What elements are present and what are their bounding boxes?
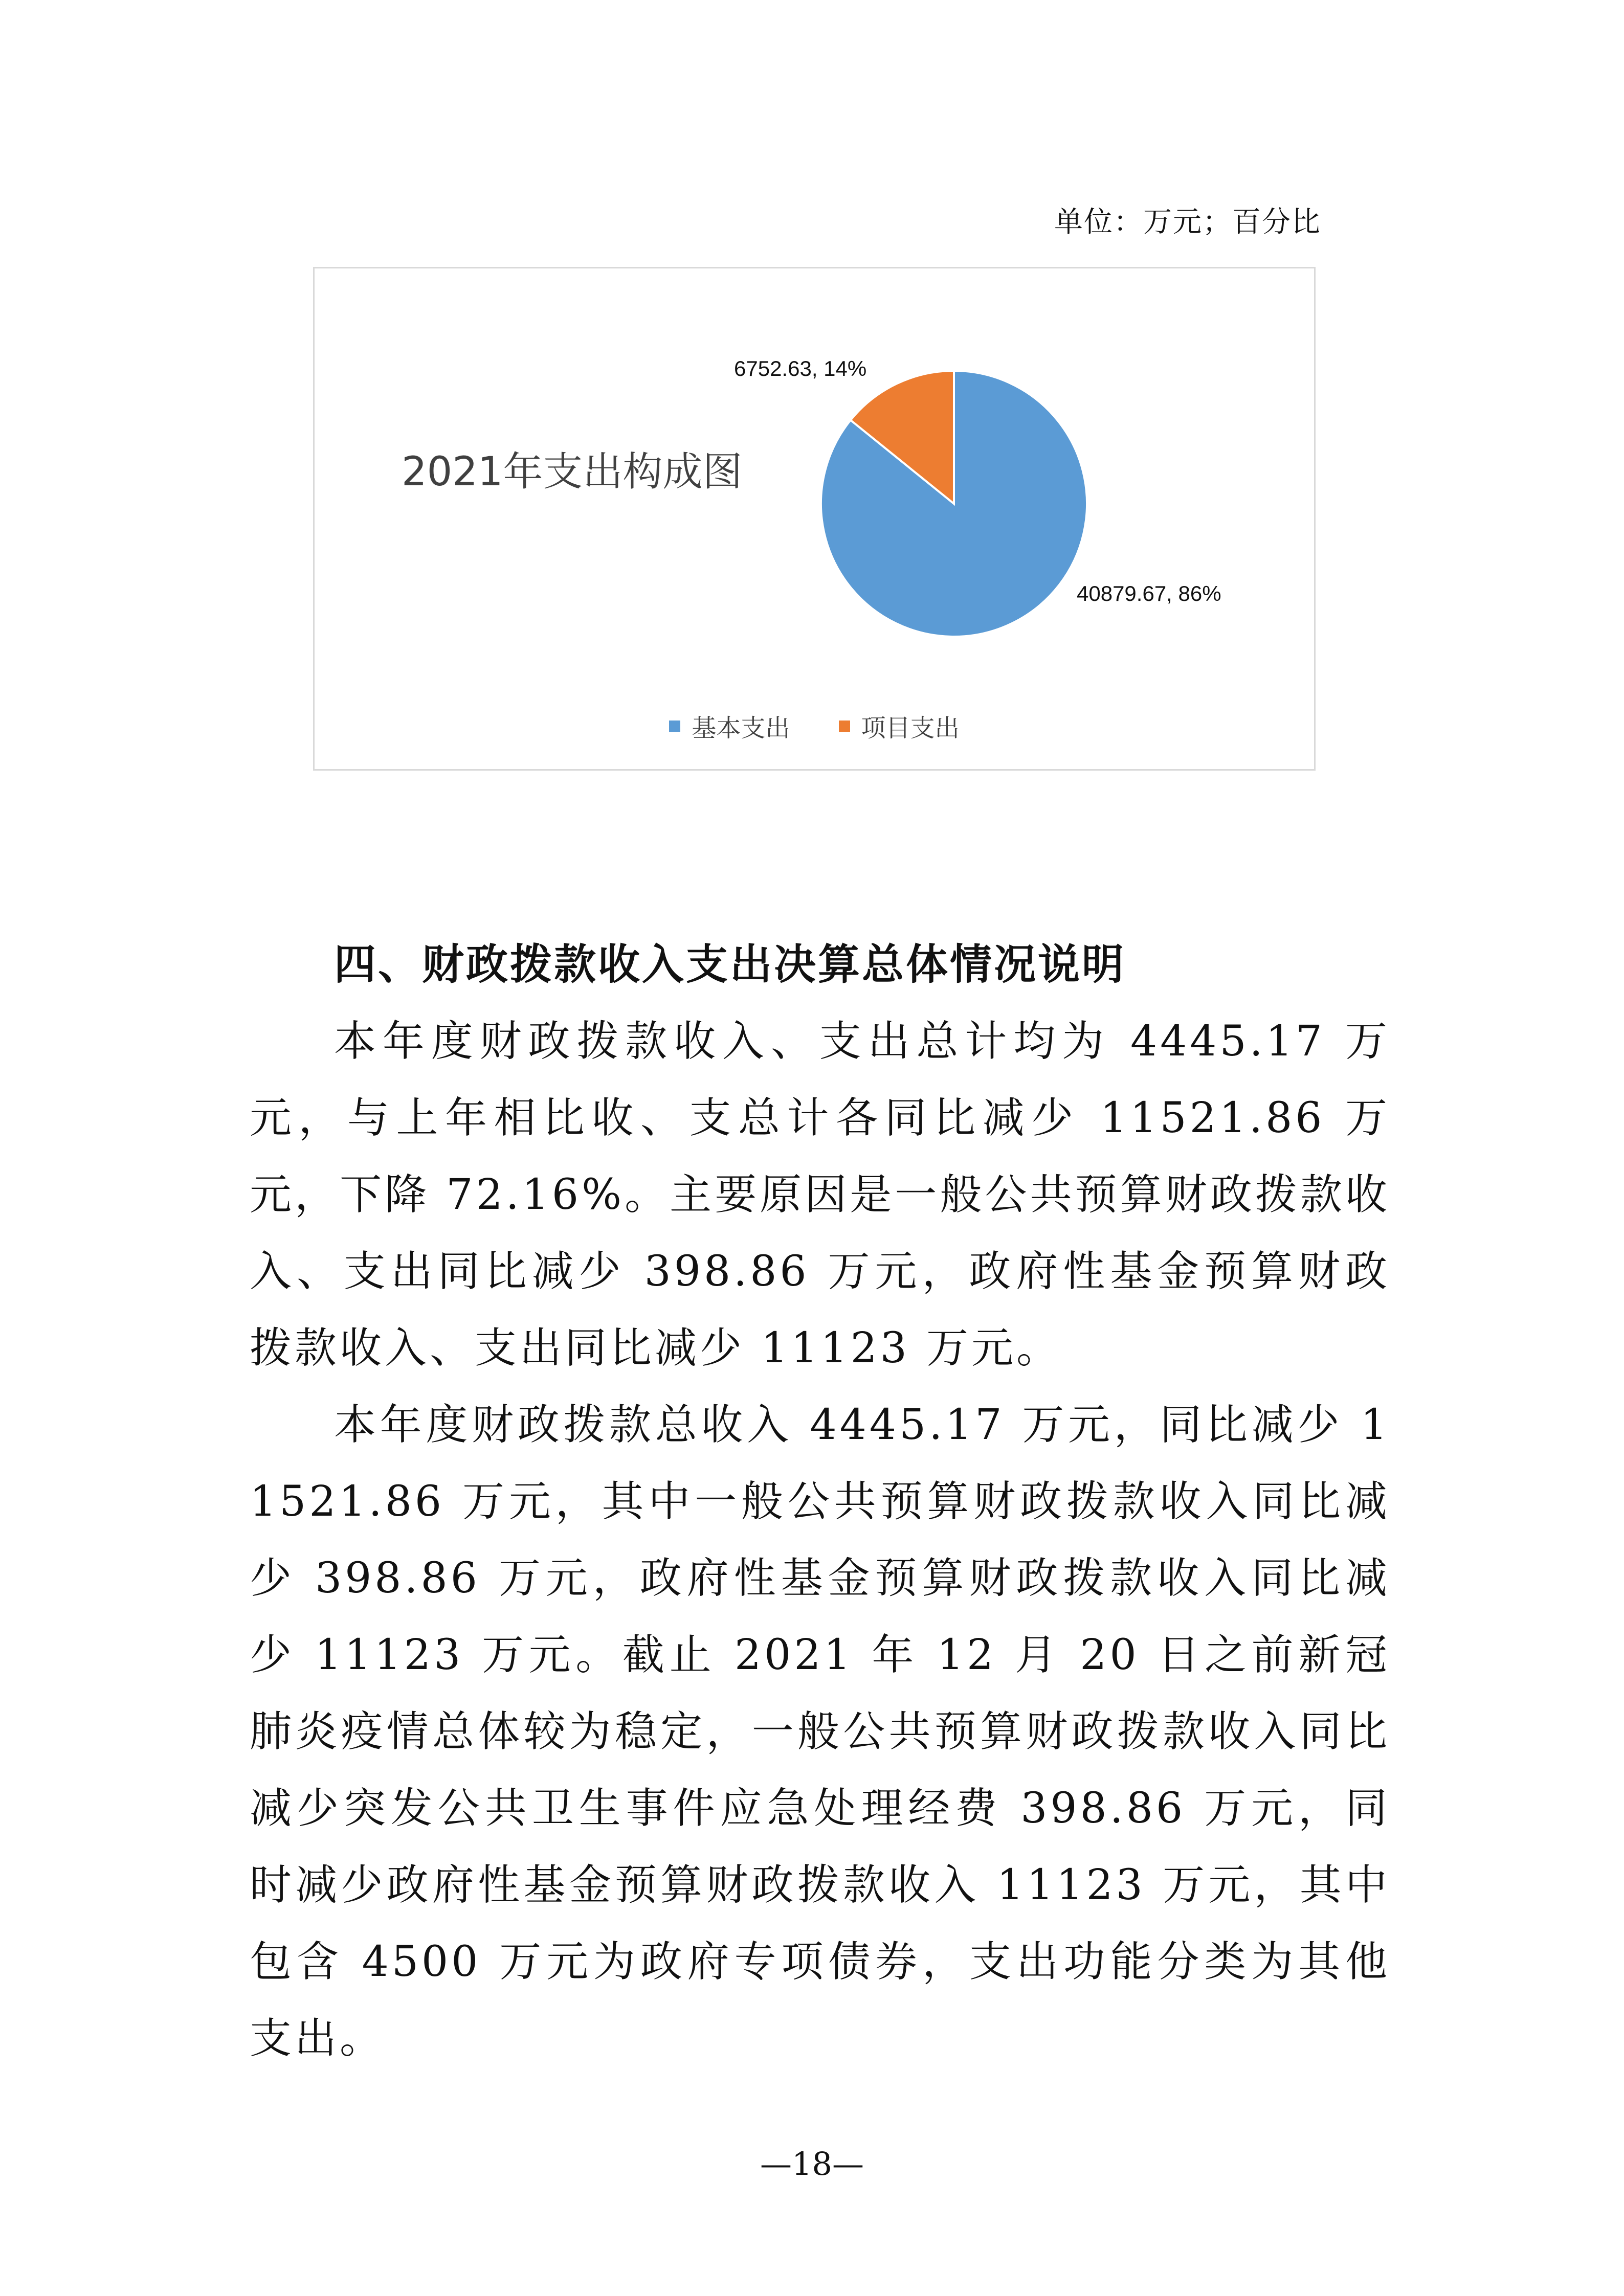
legend-item-project — [839, 708, 960, 744]
section-heading: 四、财政拨款收入支出决算总体情况说明 — [334, 940, 1126, 989]
legend-swatch-project — [839, 721, 850, 732]
data-label-project: 6752.63, 14% — [734, 356, 867, 380]
legend-label-project: 项目支出 — [861, 714, 960, 742]
document-body — [250, 927, 1390, 2077]
paragraph-2: 本年度财政拨款总收入 4445.17 万元，同比减少 11521.86 万元，其中一般公共预算财政拨款收入同比减少 398.86 万元，政府性基金预算财政拨款收入同比减少 11123 万元。截止 2021 年 12 月 20 日之前新冠肺炎疫情总体较为稳定，一般公共预算财政拨款收入同比减少突发公共卫生事件应急处理经费 398.86 万元，同时减少政府性基金预算财政拨款收入 11123 万元，其中包含 4500 万元为政府专项债券，支出功能分类为其他支出。 — [250, 1401, 1390, 2063]
chart-title: 2021年支出构成图 — [402, 449, 743, 495]
data-label-basic: 40879.67, 86% — [1077, 581, 1221, 605]
paragraph-1: 本年度财政拨款收入、支出总计均为 4445.17 万元，与上年相比收、支总计各同比减少 11521.86 万元，下降 72.16%。主要原因是一般公共预算财政拨款收入、支出同比减少 398.86 万元，政府性基金预算财政拨款收入、支出同比减少 11123 万元。 — [250, 1017, 1390, 1372]
expenditure-pie-chart — [313, 267, 1316, 771]
legend-swatch-basic — [669, 721, 680, 732]
unit-label: 单位：万元；百分比 — [1054, 206, 1321, 239]
legend-label-basic: 基本支出 — [692, 714, 790, 742]
chart-legend — [315, 708, 1314, 744]
pie-svg — [315, 268, 1314, 769]
legend-item-basic — [669, 708, 790, 744]
page-number: —18— — [760, 2145, 864, 2182]
